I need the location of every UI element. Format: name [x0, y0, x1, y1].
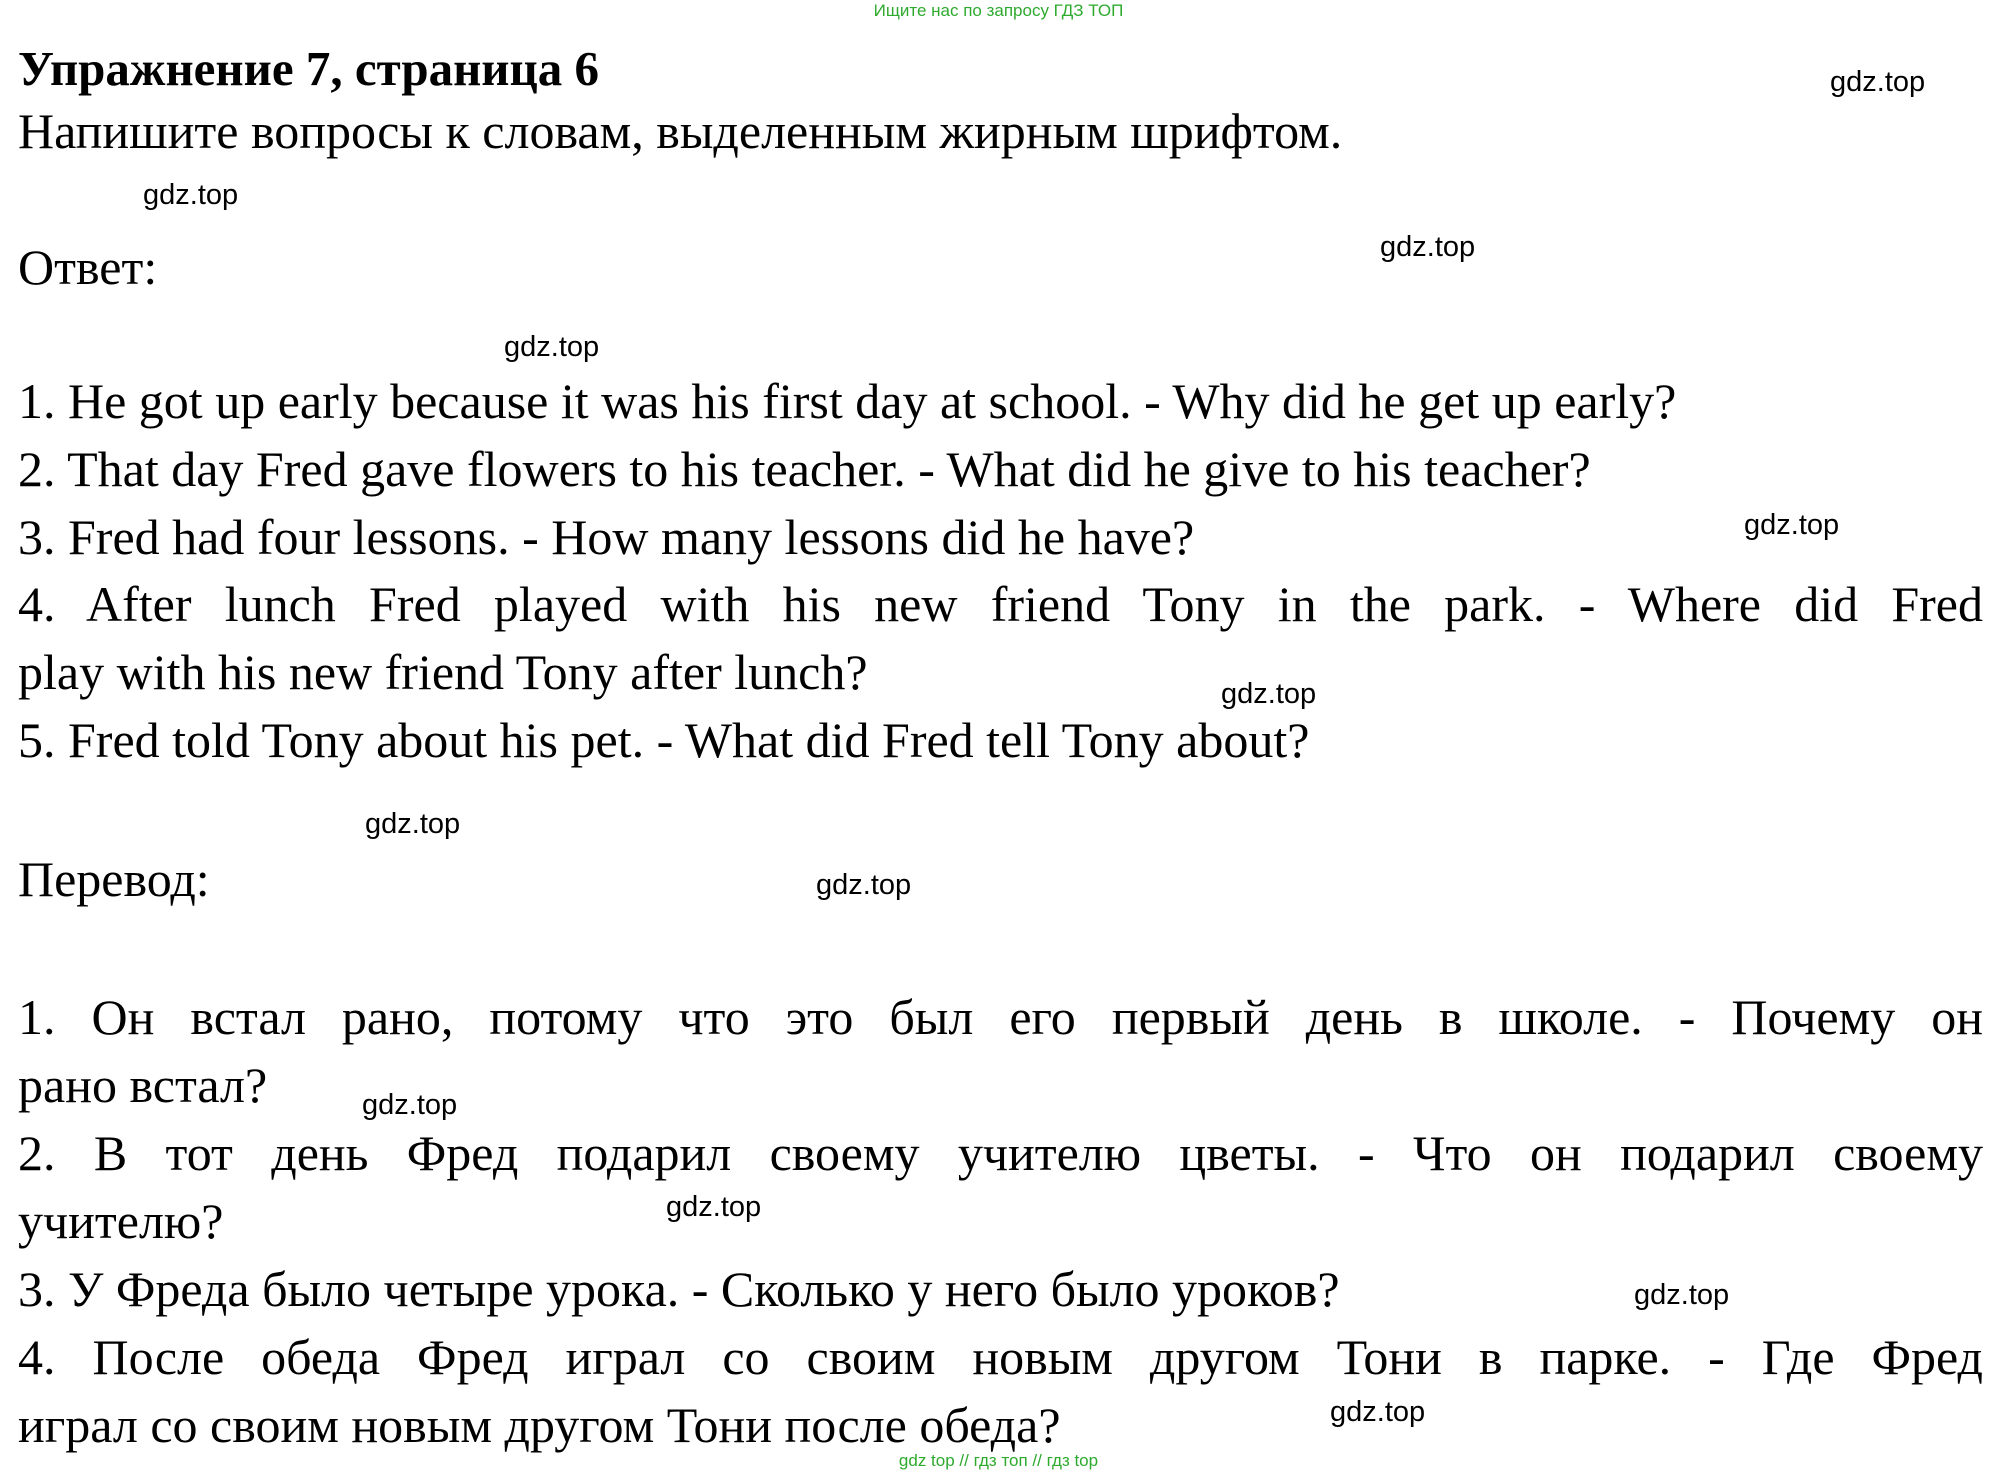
- answer-line-5: 5. Fred told Tony about his pet. - What did Fred tell Tony about?: [18, 712, 1310, 768]
- watermark: gdz.top: [1744, 509, 1840, 541]
- translation-line-1: 1. Он встал рано, потому что это был его первый день в школе. - Почему он: [18, 989, 1983, 1045]
- watermark: gdz.top: [504, 331, 600, 363]
- translation-heading: Перевод:: [18, 851, 210, 907]
- answer-line-4-cont: play with his new friend Tony after lunch?: [18, 644, 868, 700]
- watermark: gdz.top: [1330, 1396, 1426, 1428]
- translation-line-2: 2. В тот день Фред подарил своему учителю цветы. - Что он подарил своему: [18, 1125, 1983, 1181]
- bottom-banner: gdz top // гдз топ // гдз top: [898, 1451, 1099, 1470]
- exercise-title: Упражнение 7, страница 6: [18, 41, 600, 96]
- answer-heading: Ответ:: [18, 239, 158, 295]
- answer-line-1: 1. He got up early because it was his first day at school. - Why did he get up early?: [18, 373, 1677, 429]
- translation-line-3: 3. У Фреда было четыре урока. - Сколько у него было уроков?: [18, 1261, 1340, 1317]
- watermark: gdz.top: [365, 808, 461, 840]
- watermark: gdz.top: [1221, 678, 1317, 710]
- watermark: gdz.top: [362, 1089, 458, 1121]
- exercise-instruction: Напишите вопросы к словам, выделенным жирным шрифтом.: [18, 103, 1343, 159]
- top-banner: Ищите нас по запросу ГДЗ ТОП: [873, 1, 1124, 20]
- translation-line-2-cont: учителю?: [18, 1193, 224, 1249]
- answer-line-3: 3. Fred had four lessons. - How many lessons did he have?: [18, 509, 1195, 565]
- watermark: gdz.top: [1380, 231, 1476, 263]
- watermark: gdz.top: [1634, 1279, 1730, 1311]
- watermark: gdz.top: [1830, 66, 1926, 98]
- answer-line-4: 4. After lunch Fred played with his new friend Tony in the park. - Where did Fred: [18, 576, 1983, 632]
- watermark: gdz.top: [143, 179, 239, 211]
- translation-line-4: 4. После обеда Фред играл со своим новым другом Тони в парке. - Где Фред: [18, 1329, 1983, 1385]
- translation-line-1-cont: рано встал?: [18, 1057, 268, 1113]
- watermark: gdz.top: [816, 869, 912, 901]
- answer-line-2: 2. That day Fred gave flowers to his teacher. - What did he give to his teacher?: [18, 441, 1591, 497]
- translation-line-4-cont: играл со своим новым другом Тони после обеда?: [18, 1397, 1061, 1453]
- watermark: gdz.top: [666, 1191, 762, 1223]
